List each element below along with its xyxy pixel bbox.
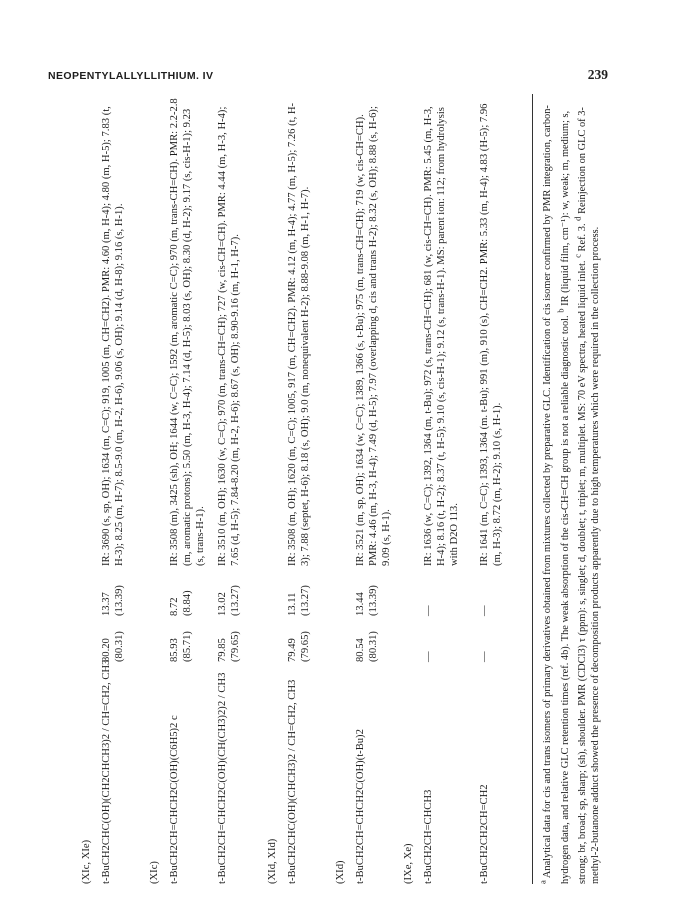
compound-label: (XIc) bbox=[149, 861, 160, 884]
hydrogen-calc: — bbox=[479, 605, 490, 616]
footnote-a: $^a$ Analytical data for cis and trans isomers of primary derivatives obtained from mixtures collected by preparative GLC. Identification of cis isomer confirmed by PMR integration, carbon-hydrogen data, and relative GLC retention times (ref. 4b). The weak absorption of the cis-CH=CH group is not a reliable diagnostic tool. bbox=[538, 105, 571, 884]
footnote-b: $^b$ IR (liquid film, cm⁻¹): w, weak; m, medium; s, strong; br, broad; sp, sharp; (sh), shoulder. PMR (CDCl3) τ (ppm): s, singlet; d, doublet; t, triplet; m, multiplet. MS: 70 eV spectra, heated liquid inlet. bbox=[555, 110, 589, 884]
footnote-c-text: Ref. 3. bbox=[577, 223, 589, 252]
carbon-calc: 80.20 bbox=[101, 638, 112, 662]
spectral-data: IR: 3508 (m, OH); 1620 (m, C=C); 1005, 917 (m, CH=CH2). PMR: 4.12 (m, H-4); 4.77 (m, H-5); 7.26 (t, H-3); 7.88 (septet, H-6); 8.18 (s, OH); 9.0 (m, nonequivalent H-2); 8.88-9.08 (m, H-1, H-7). bbox=[287, 102, 311, 566]
footnote-d-text: Reinjection on GLC of 3-methyl-2-butanone adduct showed the presence of decomposition products apparently due to high temperatures which were required in the collection process. bbox=[577, 107, 602, 884]
footnote-b-text: IR (liquid film, cm⁻¹): w, weak; m, medium; s, strong; br, broad; sp, sharp; (sh), shoulder. PMR (CDCl3) τ (ppm): s, singlet; d, doublet; t, triplet; m, multiplet. MS: 70 eV spectra, heated liquid inlet. bbox=[559, 110, 589, 884]
compound-label: (XIc, XIe) bbox=[81, 839, 92, 884]
carbon-found: (80.31) bbox=[368, 631, 379, 662]
hydrogen-calc: 13.44 bbox=[355, 592, 366, 616]
rotated-table bbox=[80, 94, 620, 884]
compound-label: (XId, XId) bbox=[267, 838, 278, 884]
carbon-calc: 79.85 bbox=[217, 638, 228, 662]
compound-label: (IXe, Xe) bbox=[403, 843, 414, 884]
hydrogen-found: (8.84) bbox=[182, 590, 193, 616]
hydrogen-calc: 8.72 bbox=[169, 597, 180, 616]
footnote-a-text: Analytical data for cis and trans isomers of primary derivatives obtained from mixtures collected by preparative GLC. Identification of cis isomer confirmed by PMR integration, carbon-hydrogen data, and relative GLC retention times (ref. 4b). The weak absorption of the cis-CH=CH group is not a reliable diagnostic tool. bbox=[542, 105, 571, 884]
footnote-c: $^c$ Ref. 3. bbox=[572, 223, 589, 258]
structural-formula: t-BuCH2CH=CHCH2C(OH)(CH(CH3)2)2 / CH3 bbox=[217, 672, 228, 884]
page-header bbox=[48, 66, 608, 86]
spectral-data: IR: 3521 (m, sp, OH); 1634 (w, C=C); 1389, 1366 (s, t-Bu); 975 (m, trans-CH=CH); 719 (w, cis-CH=CH). PMR: 4.46 (m, H-3, H-4); 7.49 (d, H-5); 7.97 (overlapping d, cis and trans H-2); 8.32 (s, OH); 8.88 (s, H-6); 9.09 (s, H-1). bbox=[355, 106, 392, 566]
spectral-data: IR: 3510 (m, OH); 1630 (w, C=C); 970 (m, trans-CH=CH); 727 (w, cis-CH=CH). PMR: 4.44 (m, H-3, H-4); 7.65 (d, H-5); 7.84-8.20 (m, H-2, H-6); 8.67 (s, OH); 8.90-9.16 (m, H-1, H-7). bbox=[217, 106, 241, 566]
carbon-calc: 80.54 bbox=[355, 638, 366, 662]
hydrogen-calc: 13.02 bbox=[217, 592, 228, 616]
hydrogen-calc: — bbox=[423, 605, 434, 616]
structural-formula: t-BuCH2CHC(OH)(CHCH3)2 / CH=CH2, CH3 bbox=[287, 679, 298, 884]
hydrogen-calc: 13.11 bbox=[287, 592, 298, 616]
carbon-found: (79.65) bbox=[230, 631, 241, 662]
footnote-d: $^d$ Reinjection on GLC of 3-methyl-2-butanone adduct showed the presence of decomposition products apparently due to high temperatures which were required in the collection process. bbox=[572, 107, 602, 884]
hydrogen-calc: 13.37 bbox=[101, 592, 112, 616]
spectral-data: IR: 3508 (m), 3425 (sh), OH; 1644 (w, C=C); 1592 (m, aromatic C=C); 970 (m, trans-CH=CH). PMR: 2.2-2.8 (m, aromatic protons); 5.50 (m, H-3, H-4); 7.14 (d, H-5); 8.03 (s, OH); 8.30 (d, H-2); 9.17 (s, cis-H-1); 9.23 (s, trans-H-1). bbox=[169, 98, 206, 566]
spectral-data: IR: 3690 (s, sp, OH); 1634 (m, C=C); 919, 1005 (m, CH=CH2). PMR: 4.60 (m, H-4); 4.80 (m, H-5); 7.83 (t, H-3); 8.25 (m, H-7); 8.5-9.0 (m, H-2, H-6), 9.06 (s, OH); 9.14 (d, H-8); 9.16 (s, H-1). bbox=[101, 106, 125, 566]
spectral-data: IR: 1641 (m, C=C); 1393, 1364 (m. t-Bu); 991 (m), 910 (s), CH=CH2. PMR: 5.33 (m, H-4); 4.83 (H-5); 7.96 (m, H-3); 8.72 (m, H-2); 9.10 (s, H-1). bbox=[479, 103, 503, 566]
page-number: 239 bbox=[587, 67, 608, 82]
running-title: NEOPENTYLALLYLLITHIUM. IV bbox=[48, 70, 214, 82]
carbon-found: (80.31) bbox=[114, 631, 125, 662]
carbon-calc: — bbox=[423, 651, 434, 662]
hydrogen-found: (13.27) bbox=[300, 585, 311, 616]
spectral-data: IR: 1636 (w, C=C); 1392, 1364 (m, t-Bu); 972 (s, trans-CH=CH); 681 (w, cis-CH=CH). PMR: 5.45 (m, H-3, H-4); 8.16 (t, H-2); 8.37 (t, H-5); 9.10 (s, cis-H-1); 9.12 (s, trans-H-1). MS: parent ion: 112; from hydrolysis with D2O 113. bbox=[423, 106, 460, 566]
structural-formula: t-BuCH2CH=CHCH2C(OH)(t-Bu)2 bbox=[355, 729, 366, 884]
structural-formula: t-BuCH2CH=CHCH2C(OH)(C6H5)2 c bbox=[169, 715, 180, 884]
footnotes bbox=[532, 94, 602, 884]
structural-formula: t-BuCH2CH2CH=CH2 bbox=[479, 784, 490, 884]
carbon-calc: 79.49 bbox=[287, 638, 298, 662]
carbon-calc: 85.93 bbox=[169, 638, 180, 662]
structural-formula: t-BuCH2CH=CHCH3 bbox=[423, 789, 434, 884]
structural-formula: t-BuCH2CHC(OH)(CH2CHCH3)2 / CH=CH2, CH3 bbox=[101, 659, 112, 884]
carbon-calc: — bbox=[479, 651, 490, 662]
hydrogen-found: (13.39) bbox=[114, 585, 125, 616]
carbon-found: (79.65) bbox=[300, 631, 311, 662]
compound-label: (XId) bbox=[335, 860, 346, 884]
carbon-found: (85.71) bbox=[182, 631, 193, 662]
hydrogen-found: (13.27) bbox=[230, 585, 241, 616]
hydrogen-found: (13.39) bbox=[368, 585, 379, 616]
